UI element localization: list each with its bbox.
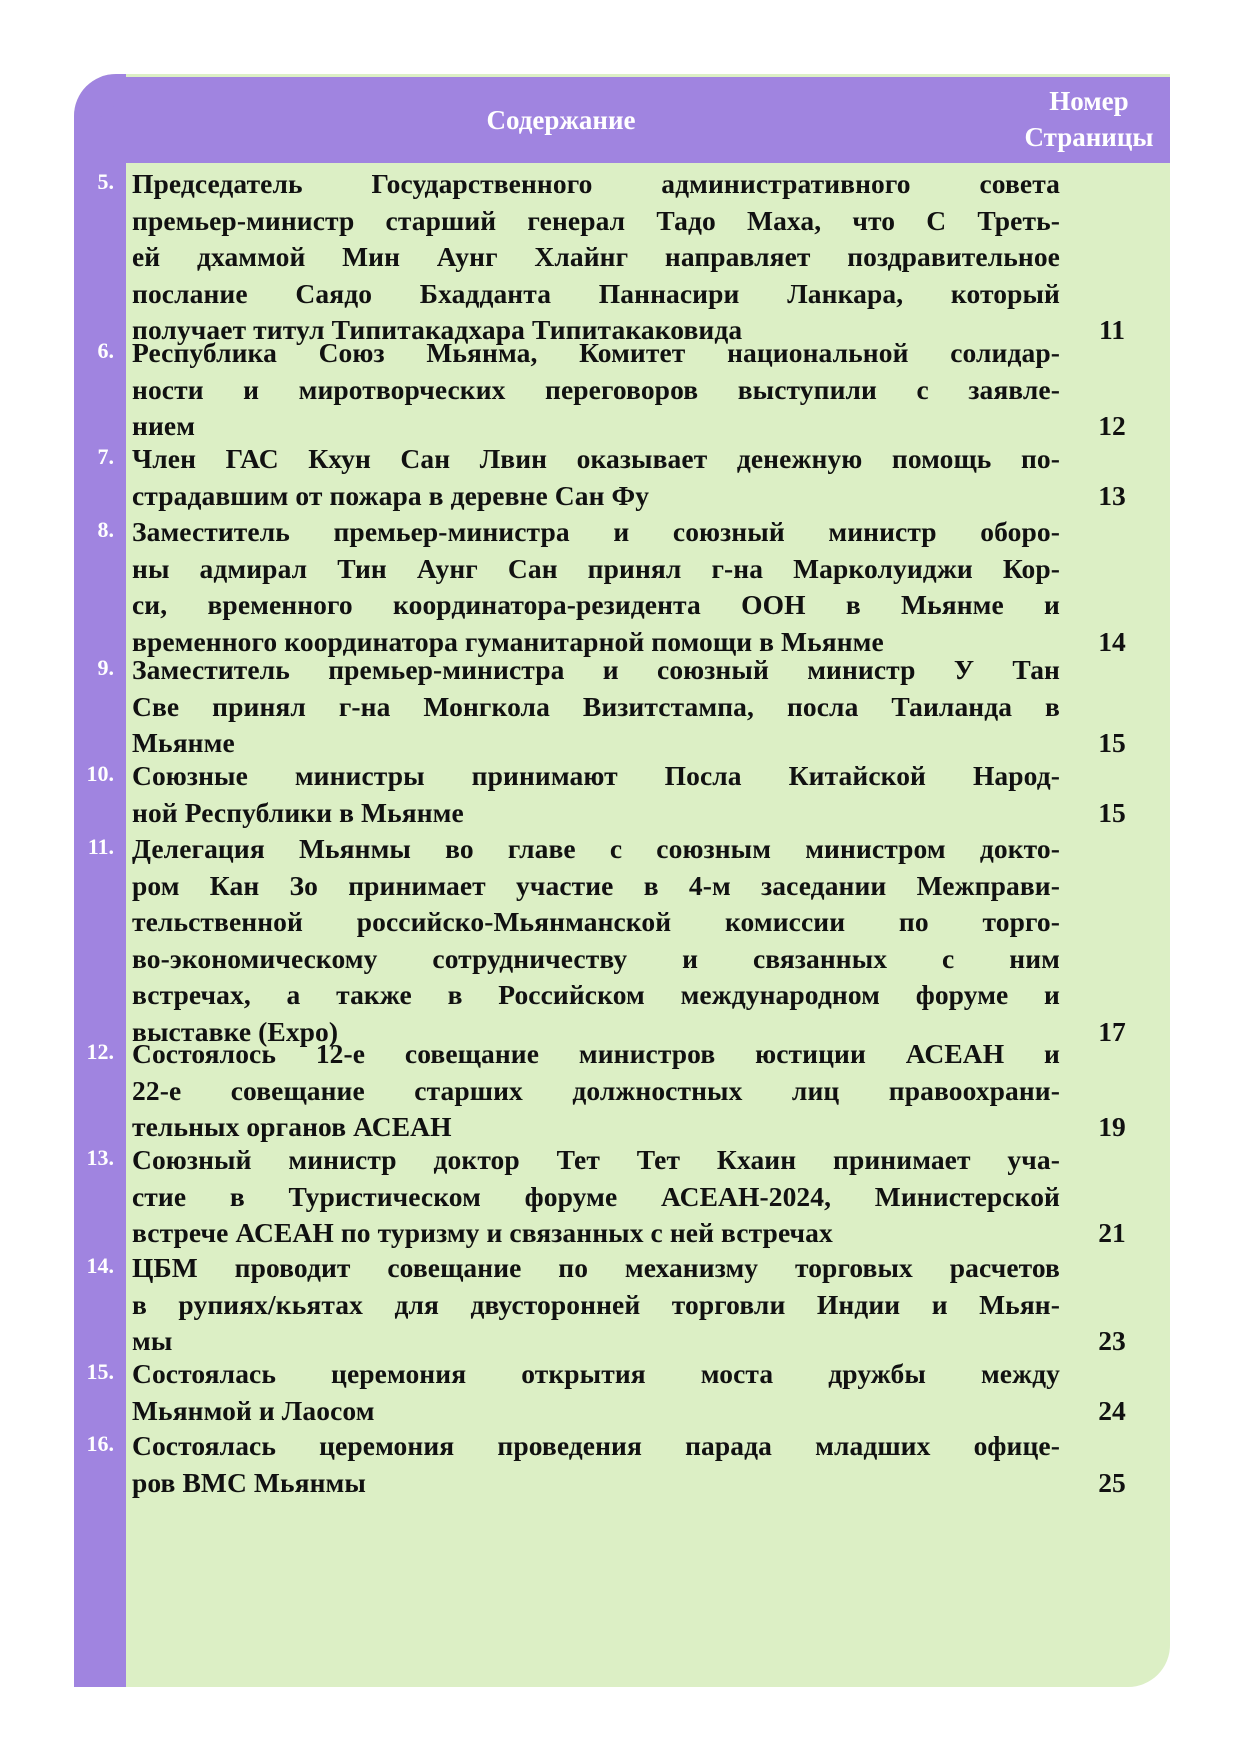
page-number-header xyxy=(1014,83,1164,155)
entry-number: 5. xyxy=(97,169,114,194)
entry-title-line: мы xyxy=(132,1325,173,1356)
entry-title-line: Све принял г-на Монгкола Визитстампа, посла Таиланда в xyxy=(132,690,1060,722)
entry-title-line: ЦБМ проводит совещание по механизму торговых расчетов xyxy=(132,1252,1060,1283)
entry-number: 6. xyxy=(97,338,114,363)
entry-title-line: Состоялась церемония проведения парада младших офице- xyxy=(132,1430,1060,1461)
entry-title-line: Республика Союз Мьянма, Комитет национальной солидар- xyxy=(132,337,1060,368)
entry-title-line: премьер-министр старший генерал Тадо Маха, что С Треть- xyxy=(132,204,1060,236)
entry-number: 7. xyxy=(97,444,114,469)
entry-title-line: получает титул Типитакадхара Типитакаковида xyxy=(132,314,743,345)
entry-title xyxy=(132,1356,1060,1429)
entry-title xyxy=(132,1250,1060,1360)
entry-page-number: 21 xyxy=(1098,1217,1126,1248)
entry-title xyxy=(132,758,1060,831)
entry-title-line: ны адмирал Тин Аунг Сан принял г-на Марколуиджи Кор- xyxy=(132,552,1060,584)
entry-title-line: во-экономическому сотрудничеству и связанных с ним xyxy=(132,942,1060,974)
entry-title xyxy=(132,441,1060,514)
entry-title xyxy=(132,166,1060,349)
entry-number: 16. xyxy=(86,1431,114,1456)
entry-title-line: 22-е совещание старших должностных лиц правоохрани- xyxy=(132,1074,1060,1106)
entry-title-line: временного координатора гуманитарной помощи в Мьянме xyxy=(132,625,884,657)
entry-title-line: Заместитель премьер-министра и союзный министр У Тан xyxy=(132,654,1060,685)
entry-number: 10. xyxy=(86,761,114,786)
entry-title xyxy=(132,652,1060,762)
entry-number: 11. xyxy=(87,834,114,859)
entry-title-line: ности и миротворческих переговоров выступили с заявле- xyxy=(132,373,1060,405)
entry-number: 14. xyxy=(86,1253,114,1278)
entry-title-line: Председатель Государственного административного совета xyxy=(132,168,1060,199)
entry-title-line: стие в Туристическом форуме АСЕАН-2024, Министерской xyxy=(132,1180,1060,1212)
entry-title-line: в рупиях/кьятах для двусторонней торговли Индии и Мьян- xyxy=(132,1288,1060,1320)
entry-title xyxy=(132,1036,1060,1146)
entry-title-line: встрече АСЕАН по туризму и связанных с ней встречах xyxy=(132,1217,833,1248)
entry-title-line: Член ГАС Кхун Сан Лвин оказывает денежную помощь по- xyxy=(132,443,1060,474)
entry-title-line: си, временного координатора-резидента ООН в Мьянме и xyxy=(132,589,1060,620)
entry-title-line: Состоялось 12-е совещание министров юстиции АСЕАН и xyxy=(132,1038,1060,1069)
entry-number: 12. xyxy=(86,1039,114,1064)
table-header xyxy=(126,77,1170,163)
entry-page-number: 17 xyxy=(1098,1015,1126,1047)
entry-number: 9. xyxy=(97,655,114,680)
entry-title-line: тельственной российско-Мьянманской комиссии по торго- xyxy=(132,906,1060,937)
entry-title-line: Союзные министры принимают Посла Китайской Народ- xyxy=(132,760,1060,791)
entry-page-number: 13 xyxy=(1098,479,1126,511)
entry-title-line: ров ВМС Мьянмы xyxy=(132,1466,366,1498)
entry-title xyxy=(132,335,1060,445)
entry-page-number: 15 xyxy=(1098,727,1126,758)
entry-title-line: тельных органов АСЕАН xyxy=(132,1111,452,1142)
entry-title-line: встречах, а также в Российском международном форуме и xyxy=(132,979,1060,1010)
entry-title xyxy=(132,1428,1060,1501)
entry-page-number: 11 xyxy=(1099,314,1125,345)
entry-title-line: Мьянмой и Лаосом xyxy=(132,1394,375,1426)
entry-title-line: выставке (Expo) xyxy=(132,1015,339,1047)
entry-number: 13. xyxy=(86,1145,114,1170)
entry-title-line: нием xyxy=(132,410,196,441)
entry-title-line: Состоялась церемония открытия моста дружбы между xyxy=(132,1358,1060,1389)
contents-title: Содержание xyxy=(486,105,636,135)
entry-number: 15. xyxy=(86,1359,114,1384)
entry-title-line: Делегация Мьянмы во главе с союзным министром докто- xyxy=(132,833,1060,864)
star-icon xyxy=(78,82,124,128)
entry-page-number: 14 xyxy=(1098,625,1126,657)
entry-page-number: 24 xyxy=(1098,1394,1126,1426)
entry-page-number: 19 xyxy=(1098,1111,1126,1142)
entry-title-line: послание Саядо Бхадданта Паннасири Ланкара, который xyxy=(132,277,1060,309)
entry-title xyxy=(132,831,1060,1050)
entry-page-number: 23 xyxy=(1098,1325,1126,1356)
contents-panel xyxy=(74,74,1170,1687)
entry-title-line: Союзный министр доктор Тет Тет Кхаин принимает уча- xyxy=(132,1144,1060,1175)
entry-number: 8. xyxy=(97,517,114,542)
entry-title xyxy=(132,514,1060,660)
page-number-header-line1: Номер xyxy=(1049,86,1129,116)
entry-title-line: ром Кан Зо принимает участие в 4-м заседании Межправи- xyxy=(132,869,1060,901)
page-number-header-line2: Страницы xyxy=(1024,122,1154,152)
entry-page-number: 15 xyxy=(1098,796,1126,828)
entry-title-line: Мьянме xyxy=(132,727,235,758)
entry-title xyxy=(132,1142,1060,1252)
entry-title-line: страдавшим от пожара в деревне Сан Фу xyxy=(132,479,650,511)
entry-title-line: Заместитель премьер-министра и союзный министр оборо- xyxy=(132,516,1060,547)
entry-title-line: ей дхаммой Мин Аунг Хлайнг направляет поздравительное xyxy=(132,241,1060,272)
entry-title-line: ной Республики в Мьянме xyxy=(132,796,464,828)
entry-page-number: 25 xyxy=(1098,1466,1126,1498)
entry-page-number: 12 xyxy=(1098,410,1126,441)
